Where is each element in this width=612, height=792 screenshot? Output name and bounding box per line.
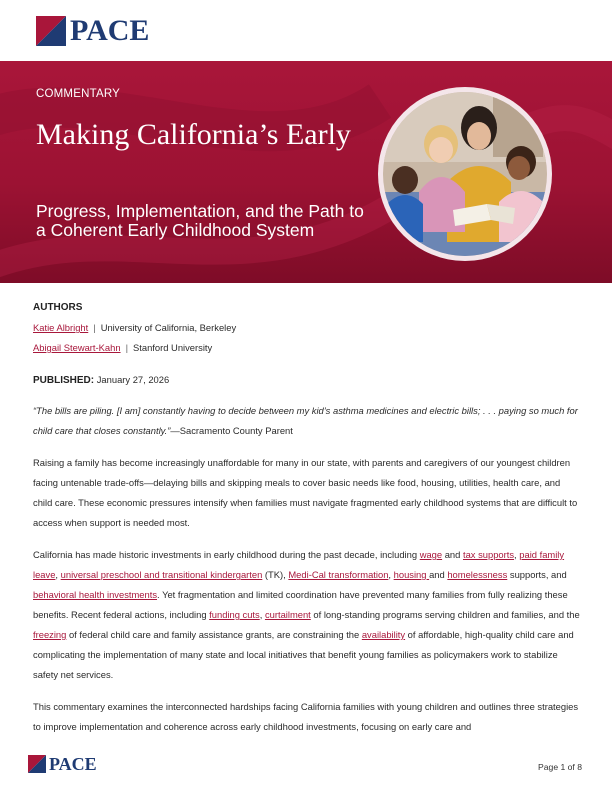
text-run: of long-standing programs serving children and families, and the [310, 609, 580, 620]
author-affiliation: Stanford University [133, 342, 213, 353]
quote-attribution: —Sacramento County Parent [170, 425, 293, 436]
link-paid-family-leave[interactable]: paid family leave [33, 549, 565, 580]
pull-quote [33, 401, 581, 441]
footer-logo-text: PACE [49, 754, 97, 774]
link-wage[interactable]: wage [419, 549, 443, 560]
footer-logo[interactable] [28, 755, 97, 773]
link-housing[interactable]: housing [393, 569, 430, 580]
link-behavioral-health[interactable]: behavioral health investments [33, 589, 158, 600]
text-run: , [55, 569, 61, 580]
pace-logo[interactable] [36, 14, 149, 48]
text-run: of affordable, high-quality child care and complicating the implementation of many state and local initiatives that benefit young families as policymakers work to stabilize safety net services. [33, 629, 574, 680]
quote-text: “The bills are piling. [I am] constantly having to decide between my kid’s asthma medicines and electric bills; . . . paying so much for child care that closes constantly.” [33, 405, 578, 436]
text-run: (TK), [262, 569, 289, 580]
article-type: COMMENTARY [36, 88, 120, 100]
link-medi-cal[interactable]: Medi-Cal transformation [288, 569, 389, 580]
page-title: Making California’s Early [36, 118, 351, 151]
page-number: Page 1 of 8 [538, 762, 582, 772]
text-run: supports, and [507, 569, 567, 580]
link-freezing[interactable]: freezing [33, 629, 67, 640]
text-run: , [259, 609, 265, 620]
paragraph-investments [33, 545, 581, 685]
authors-heading: AUTHORS [33, 302, 83, 313]
text-run: California has made historic investments in early childhood during the past decade, including [33, 549, 420, 560]
paragraph-intro: Raising a family has become increasingly unaffordable for many in our state, with parents and caregivers of our youngest children facing untenable trade-offs—delaying bills and skipping meals to cover basic needs like food, housing, utilities, health care, and child care. These economic pressures intensify when families must navigate fragmented early childhood systems that are difficult to access when support is needed most. [33, 457, 578, 528]
link-homelessness[interactable]: homelessness [447, 569, 508, 580]
link-universal-preschool[interactable]: universal preschool and transitional kindergarten [60, 569, 263, 580]
author-row [33, 318, 581, 338]
link-tax-supports[interactable]: tax supports [462, 549, 515, 560]
hero-photo-frame [378, 87, 552, 261]
text-run: . Yet fragmentation and limited coordination have prevented many families from fully realizing these benefits. Recent federal actions, including [33, 589, 568, 620]
text-run: and [429, 569, 448, 580]
hero-banner [0, 61, 612, 283]
published-line [33, 370, 581, 391]
author-row [33, 338, 581, 358]
published-label: PUBLISHED: [33, 375, 95, 386]
author-link[interactable]: Abigail Stewart-Kahn [33, 342, 121, 353]
link-availability[interactable]: availability [361, 629, 406, 640]
paragraph-strategies: This commentary examines the interconnected hardships facing California families with young children and outlines three strategies to improve implementation and coherence across early childhood investments, focusing on early care and [33, 701, 579, 732]
author-affiliation: University of California, Berkeley [100, 322, 237, 333]
text-run: and [442, 549, 463, 560]
pace-logo-text: PACE [70, 14, 150, 47]
link-curtailment[interactable]: curtailment [264, 609, 311, 620]
published-date: January 27, 2026 [96, 374, 170, 385]
article-body [33, 298, 581, 737]
footer-logo-mark [28, 755, 46, 773]
separator: | [125, 342, 128, 353]
link-funding-cuts[interactable]: funding cuts [209, 609, 260, 620]
hero-photo [383, 92, 547, 256]
separator: | [93, 322, 96, 333]
text-run: , [514, 549, 520, 560]
text-run: , [388, 569, 394, 580]
author-link[interactable]: Katie Albright [33, 322, 89, 333]
pace-logo-mark [36, 16, 66, 46]
page-subtitle: Progress, Implementation, and the Path to a Coherent Early Childhood System [36, 201, 364, 240]
text-run: of federal child care and family assistance grants, are constraining the [66, 629, 362, 640]
